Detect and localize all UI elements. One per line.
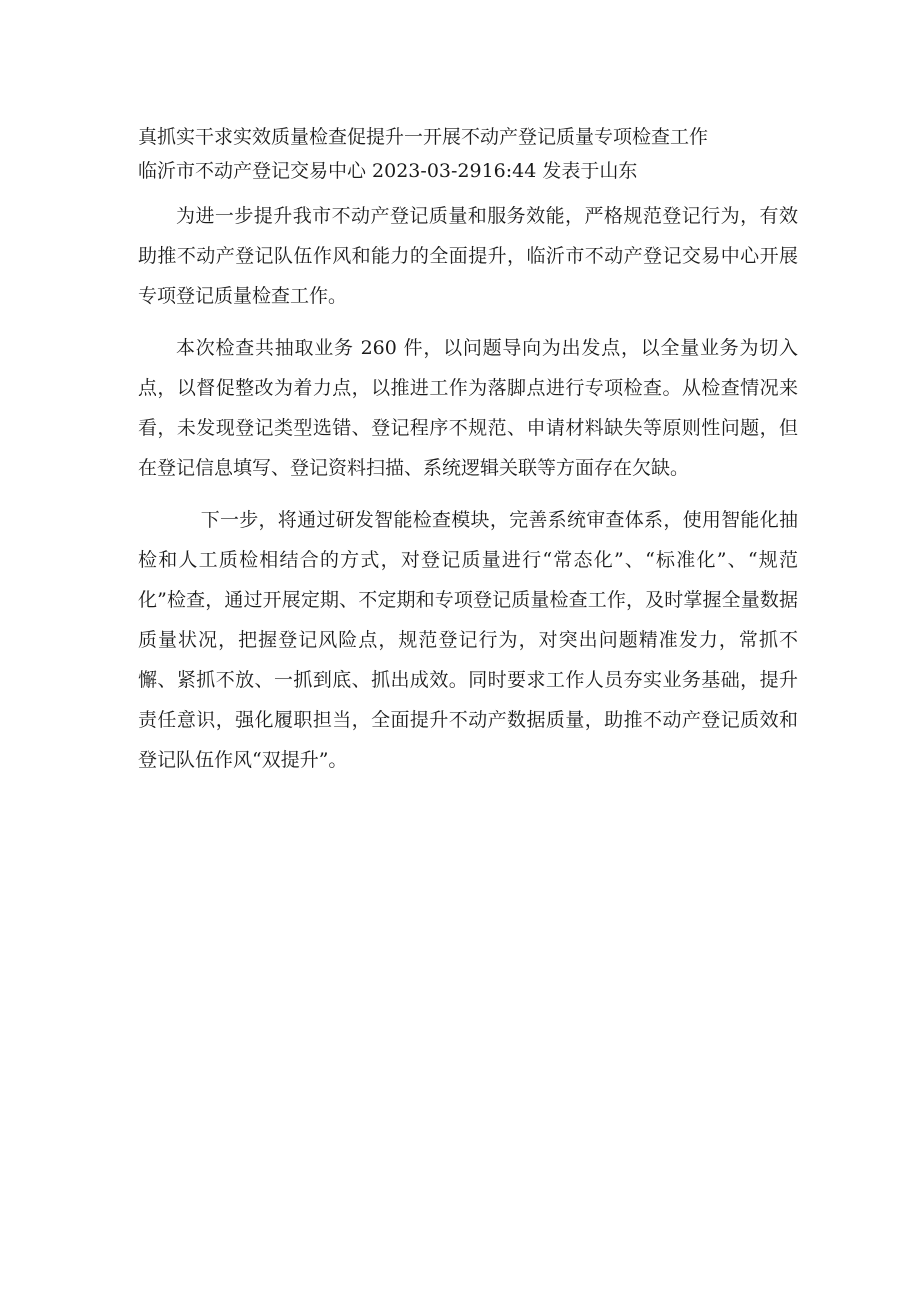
- document-title: 真抓实干求实效质量检查促提升一开展不动产登记质量专项检查工作: [138, 126, 709, 148]
- document-meta: 临沂市不动产登记交易中心 2023-03-2916:44 发表于山东: [138, 160, 638, 182]
- document-body: [138, 120, 798, 792]
- paragraph-next-steps: 下一步，将通过研发智能检查模块，完善系统审查体系，使用智能化抽检和人工质检相结合的方式，对登记质量进行“常态化”、“标准化”、“规范化”检查，通过开展定期、不定期和专项登记质量检查工作，及时掌握全量数据质量状况，把握登记风险点，规范登记行为，对突出问题精准发力，常抓不懈、紧抓不放、一抓到底、抓出成效。同时要求工作人员夯实业务基础，提升责任意识，强化履职担当，全面提升不动产数据质量，助推不动产登记质效和登记队伍作风“双提升”。: [138, 509, 798, 771]
- paragraph-inspection: 本次检查共抽取业务 260 件，以问题导向为出发点，以全量业务为切入点，以督促整改为着力点，以推进工作为落脚点进行专项检查。从检查情况来看，未发现登记类型选错、登记程序不规范、申请材料缺失等原则性问题，但在登记信息填写、登记资料扫描、系统逻辑关联等方面存在欠缺。: [138, 337, 798, 479]
- paragraph-intro: 为进一步提升我市不动产登记质量和服务效能，严格规范登记行为，有效助推不动产登记队伍作风和能力的全面提升，临沂市不动产登记交易中心开展专项登记质量检查工作。: [138, 205, 798, 307]
